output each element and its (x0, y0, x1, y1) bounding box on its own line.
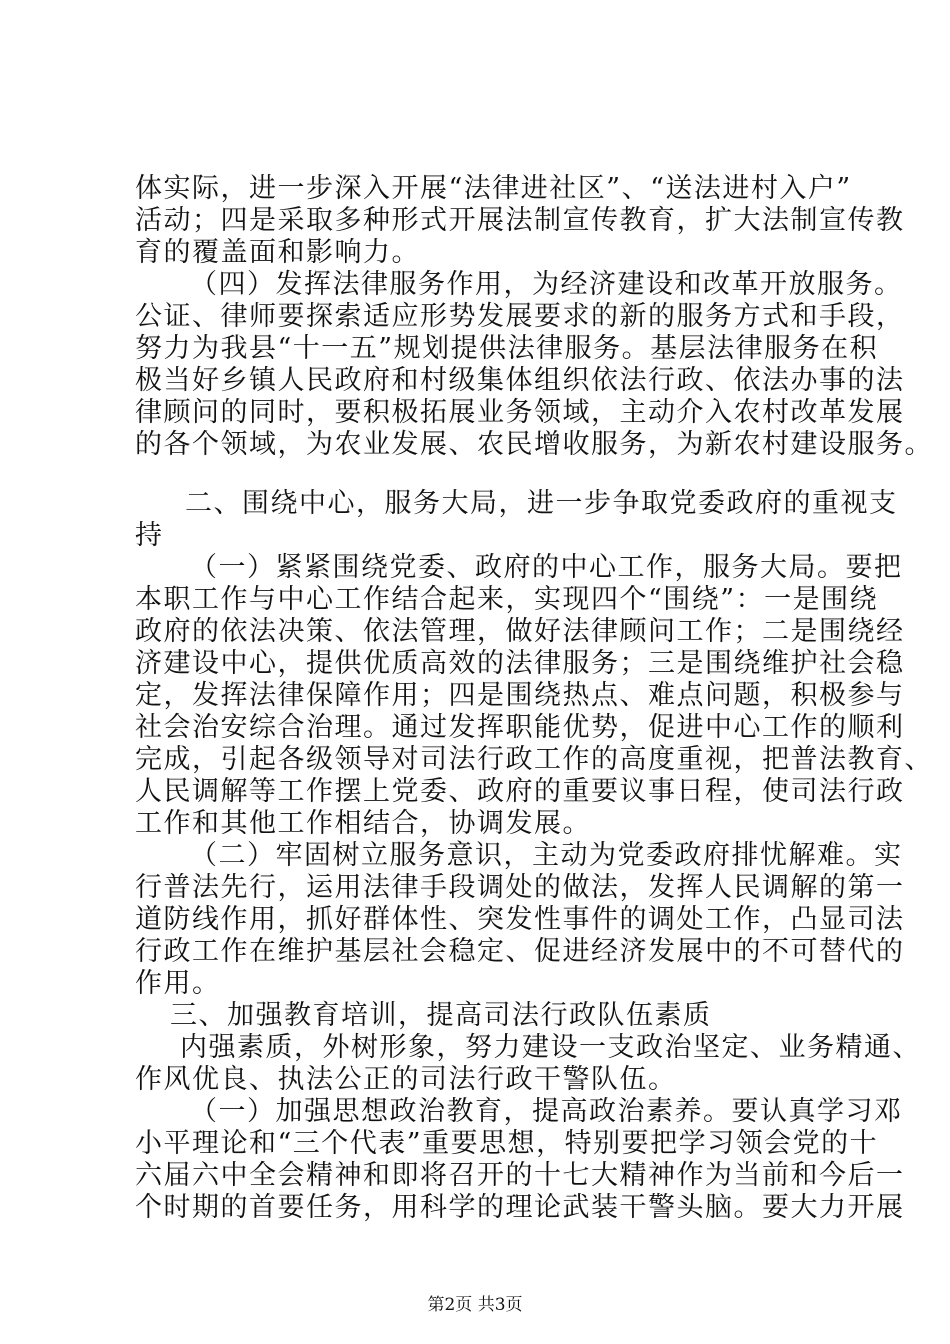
text-line: 育的覆盖面和影响力。 (135, 237, 420, 268)
text-line: 定，发挥法律保障作用；四是围绕热点、难点问题，积极参与 (135, 680, 905, 711)
text-line: 努力为我县“十一五”规划提供法律服务。基层法律服务在积 (135, 333, 879, 364)
text-line: 完成，引起各级领导对司法行政工作的高度重视，把普法教育、 (135, 744, 933, 775)
text-line: 个时期的首要任务，用科学的理论武装干警头脑。要大力开展 (135, 1192, 905, 1223)
text-line: 公证、律师要探索适应形势发展要求的新的服务方式和手段， (135, 301, 905, 332)
text-line: （二）牢固树立服务意识，主动为党委政府排忧解难。实 (190, 840, 903, 871)
text-line: 济建设中心，提供优质高效的法律服务；三是围绕维护社会稳 (135, 648, 905, 679)
text-line: 作风优良、执法公正的司法行政干警队伍。 (135, 1064, 677, 1095)
text-line: 体实际，进一步深入开展“法律进社区”、“送法进村入户” (135, 173, 852, 204)
text-line: 活动；四是采取多种形式开展法制宣传教育，扩大法制宣传教 (135, 205, 905, 236)
text-line: 六届六中全会精神和即将召开的十七大精神作为当前和今后一 (135, 1160, 905, 1191)
text-line: 道防线作用，抓好群体性、突发性事件的调处工作，凸显司法 (135, 904, 905, 935)
text-line: 政府的依法决策、依法管理，做好法律顾问工作；二是围绕经 (135, 616, 905, 647)
text-line: 的各个领域，为农业发展、农民增收服务，为新农村建设服务。 (135, 429, 933, 460)
text-line: 行普法先行，运用法律手段调处的做法，发挥人民调解的第一 (135, 872, 905, 903)
text-line: 行政工作在维护基层社会稳定、促进经济发展中的不可替代的 (135, 936, 905, 967)
section-heading: 持 (135, 520, 164, 551)
text-line: 工作和其他工作相结合，协调发展。 (135, 808, 591, 839)
text-line: 小平理论和“三个代表”重要思想，特别要把学习领会党的十 (135, 1128, 879, 1159)
section-heading: 二、围绕中心，服务大局，进一步争取党委政府的重视支 (185, 488, 898, 519)
text-line: 社会治安综合治理。通过发挥职能优势，促进中心工作的顺利 (135, 712, 905, 743)
text-line: 人民调解等工作摆上党委、政府的重要议事日程，使司法行政 (135, 776, 905, 807)
page-number: 第2页 共3页 (427, 1295, 523, 1315)
text-line: （一）加强思想政治教育，提高政治素养。要认真学习邓 (190, 1096, 903, 1127)
section-heading: 三、加强教育培训，提高司法行政队伍素质 (170, 1000, 712, 1031)
text-line: （四）发挥法律服务作用，为经济建设和改革开放服务。 (190, 269, 903, 300)
text-line: 内强素质，外树形象，努力建设一支政治坚定、业务精通、 (180, 1032, 921, 1063)
text-line: 律顾问的同时，要积极拓展业务领域，主动介入农村改革发展 (135, 397, 905, 428)
text-line: 作用。 (135, 968, 221, 999)
text-line: 本职工作与中心工作结合起来，实现四个“围绕”：一是围绕 (135, 584, 879, 615)
text-line: 极当好乡镇人民政府和村级集体组织依法行政、依法办事的法 (135, 365, 905, 396)
text-line: （一）紧紧围绕党委、政府的中心工作，服务大局。要把 (190, 552, 903, 583)
